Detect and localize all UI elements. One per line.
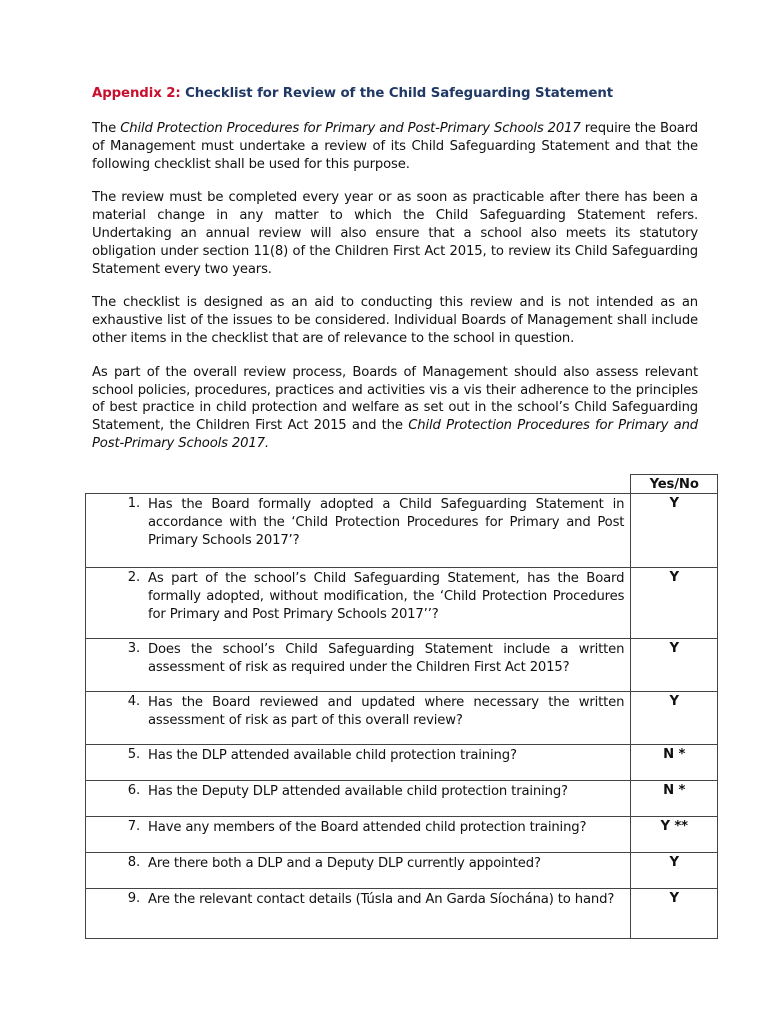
- answer-cell: Y: [631, 853, 718, 889]
- para4-italic: Child Protection Procedures for Primary and Post-Primary Schools 2017.: [92, 418, 698, 451]
- question-number: 1.: [127, 496, 140, 511]
- question-wrap: [86, 855, 624, 873]
- question-wrap: [86, 496, 624, 549]
- question-text: Does the school’s Child Safeguarding Statement include a written assessment of risk as required under the Children First Act 2015?: [148, 642, 625, 675]
- question-cell: [86, 692, 631, 745]
- question-wrap: [86, 783, 624, 801]
- answer-cell: Y: [631, 639, 718, 692]
- checklist-body: [86, 494, 718, 939]
- question-text: Has the Board formally adopted a Child Safeguarding Statement in accordance with the ‘Child Protection Procedures for Primary and Post Primary Schools 2017’?: [148, 497, 625, 548]
- answer-column-header: Yes/No: [631, 475, 718, 494]
- question-number: 3.: [127, 641, 140, 656]
- question-wrap: [86, 694, 624, 730]
- paragraph-overall-review: [92, 364, 698, 453]
- question-wrap: [86, 641, 624, 677]
- question-number: 5.: [127, 747, 140, 762]
- question-text: Has the Board reviewed and updated where necessary the written assessment of risk as part of this overall review?: [148, 695, 625, 728]
- answer-cell: Y: [631, 568, 718, 639]
- answer-cell: Y: [631, 494, 718, 568]
- question-cell: [86, 817, 631, 853]
- header-blank-cell: [86, 475, 631, 494]
- table-row: [86, 639, 718, 692]
- question-number: 9.: [127, 891, 140, 906]
- paragraph-checklist-aid: The checklist is designed as an aid to conducting this review and is not intended as an exhaustive list of the issues to be considered. Individual Boards of Management shall include other items in the checklist that are of relevance to the school in question.: [92, 295, 698, 346]
- question-text: Has the Deputy DLP attended available child protection training?: [148, 784, 568, 799]
- question-wrap: [86, 570, 624, 623]
- question-number: 7.: [127, 819, 140, 834]
- question-number: 4.: [127, 694, 140, 709]
- table-row: [86, 494, 718, 568]
- para1-post: require the Board of Management must undertake a review of its Child Safeguarding Statement and that the following checklist shall be used for this purpose.: [92, 121, 698, 172]
- heading-title: Checklist for Review of the Child Safeguarding Statement: [185, 86, 614, 101]
- question-cell: [86, 853, 631, 889]
- paragraph-review: The review must be completed every year or as soon as practicable after there has been a material change in any matter to which the Child Safeguarding Statement refers. Undertaking an annual review will also ensure that a school also meets its statutory obligation under section 11(8) of the Children First Act 2015, to review its Child Safeguarding Statement every two years.: [92, 190, 698, 277]
- question-number: 8.: [127, 855, 140, 870]
- checklist-table: [85, 474, 718, 939]
- table-row: [86, 568, 718, 639]
- question-text: Are the relevant contact details (Túsla and An Garda Síochána) to hand?: [148, 892, 615, 907]
- document-page: [92, 86, 698, 469]
- table-header-row: [86, 475, 718, 494]
- page-heading: [92, 86, 698, 101]
- table-row: [86, 781, 718, 817]
- answer-cell: Y: [631, 889, 718, 939]
- question-wrap: [86, 747, 624, 765]
- question-wrap: [86, 819, 624, 837]
- table-row: [86, 817, 718, 853]
- para4-pre: As part of the overall review process, Boards of Management should also assess relevant school policies, procedures, practices and activities vis a vis their adherence to the principles of best practice in child protection and welfare as set out in the school’s Child Safeguarding Statement, the Children First Act 2015 and the: [92, 364, 698, 434]
- para1-italic: Child Protection Procedures for Primary and Post-Primary Schools 2017: [120, 121, 581, 136]
- answer-cell: Y: [631, 692, 718, 745]
- question-text: As part of the school’s Child Safeguarding Statement, has the Board formally adopted, without modification, the ‘Child Protection Procedures for Primary and Post Primary Schools 2017’’?: [148, 571, 625, 622]
- answer-cell: Y **: [631, 817, 718, 853]
- question-text: Are there both a DLP and a Deputy DLP currently appointed?: [148, 856, 541, 871]
- table-row: [86, 889, 718, 939]
- question-cell: [86, 781, 631, 817]
- appendix-label: Appendix 2:: [92, 86, 181, 101]
- question-cell: [86, 639, 631, 692]
- question-cell: [86, 494, 631, 568]
- table-row: [86, 692, 718, 745]
- question-cell: [86, 568, 631, 639]
- question-number: 2.: [127, 570, 140, 585]
- question-text: Have any members of the Board attended child protection training?: [148, 820, 587, 835]
- table-row: [86, 853, 718, 889]
- question-cell: [86, 745, 631, 781]
- answer-cell: N *: [631, 745, 718, 781]
- question-wrap: [86, 891, 624, 909]
- question-cell: [86, 889, 631, 939]
- para1-pre: The: [92, 121, 121, 136]
- paragraph-intro: [92, 120, 698, 173]
- table-row: [86, 745, 718, 781]
- question-text: Has the DLP attended available child protection training?: [148, 748, 517, 763]
- question-number: 6.: [127, 783, 140, 798]
- answer-cell: N *: [631, 781, 718, 817]
